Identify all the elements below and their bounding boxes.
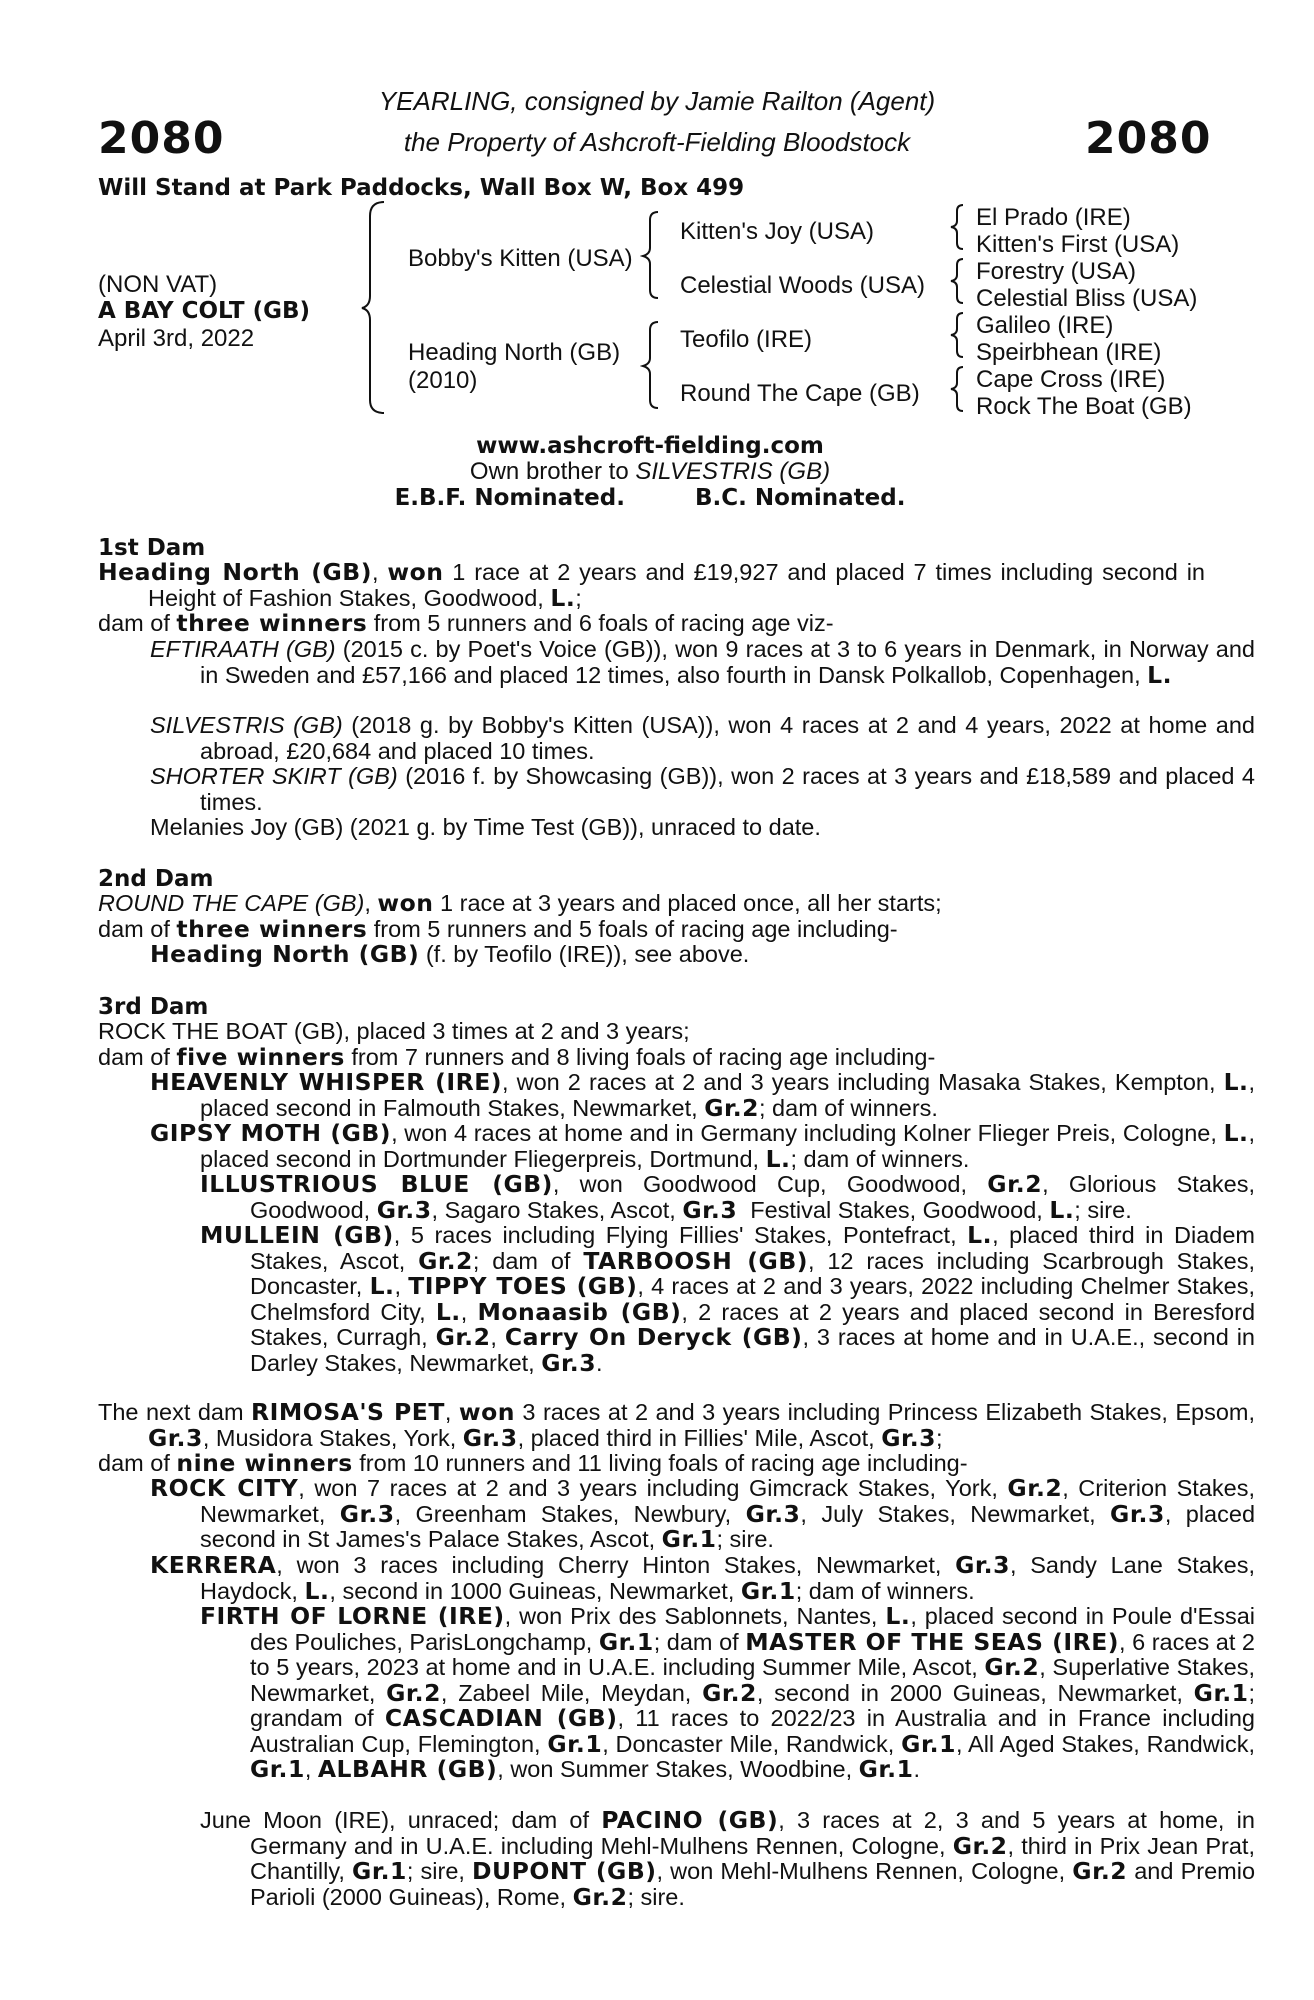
property-line: the Property of Ashcroft-Fielding Bloodstock <box>403 127 911 157</box>
ped-sss: El Prado (IRE) <box>976 204 1131 231</box>
next-dam-rimosas-pet: The next dam RIMOSA'S PET, won 3 races at 2 and 3 years including Princess Elizabeth Stakes, Epsom, Gr.3, Musidora Stakes, York, Gr.3, placed third in Fillies' Mile, Ascot, Gr.3; <box>98 1398 1256 1452</box>
website-link[interactable]: www.ashcroft-fielding.com <box>476 433 824 459</box>
ped-dds: Cape Cross (IRE) <box>976 366 1166 393</box>
ped-sdd: Celestial Bliss (USA) <box>976 285 1198 312</box>
lot-number-right: 2080 <box>1085 113 1212 164</box>
dam: Heading North (GB) <box>408 339 621 366</box>
consignor-line: YEARLING, consigned by Jamie Railton (Agent) <box>378 86 936 116</box>
date-of-birth: April 3rd, 2022 <box>98 325 255 352</box>
dam-dam: Round The Cape (GB) <box>680 380 920 407</box>
section-1st-dam: 1st Dam <box>98 535 206 561</box>
horse-name: A BAY COLT (GB) <box>98 298 311 324</box>
section-2nd-dam: 2nd Dam <box>98 866 214 892</box>
brace-gg1 <box>948 203 968 251</box>
lot-number-left: 2080 <box>98 113 225 164</box>
kerrera: KERRERA, won 3 races including Cherry Hinton Stakes, Newmarket, Gr.3, Sandy Lane Stakes, Haydock, L., second in 1000 Guineas, Newmarket, Gr.1; dam of winners. <box>150 1551 1255 1605</box>
pedigree-brace-dam <box>640 320 664 410</box>
june-moon: June Moon (IRE), unraced; dam of PACINO (GB), 3 races at 2, 3 and 5 years at home, in Germany and in U.A.E. including Mehl-Mulhens Rennen, Cologne, Gr.2, third in Prix Jean Prat, Chantilly, Gr.1; sire, DUPONT (GB), won Mehl-Mulhens Rennen, Cologne, Gr.2 and Premio Parioli (2000 Guineas), Rome, Gr.2; sire. <box>200 1806 1256 1911</box>
brace-gg2 <box>948 257 968 305</box>
pedigree-brace-sire <box>640 210 664 300</box>
dam3-summary: ROCK THE BOAT (GB), placed 3 times at 2 and 3 years; dam of five winners from 7 runners and 8 living foals of racing age including- <box>98 1018 936 1071</box>
pedigree-brace-main <box>360 200 400 415</box>
rock-city: ROCK CITY, won 7 races at 2 and 3 years including Gimcrack Stakes, York, Gr.2, Criterion Stakes, Newmarket, Gr.3, Greenham Stakes, Newbury, Gr.3, July Stakes, Newmarket, Gr.3, placed second in St James's Palace Stakes, Ascot, Gr.1; sire. <box>150 1474 1256 1553</box>
ped-sds: Forestry (USA) <box>976 258 1137 285</box>
dam1-produce-silvestris: SILVESTRIS (GB) (2018 g. by Bobby's Kitten (USA)), won 4 races at 2 and 4 years, 2022 at home and abroad, £20,684 and placed 10 times. <box>150 712 1255 764</box>
section-3rd-dam: 3rd Dam <box>98 994 209 1020</box>
sire-dam: Celestial Woods (USA) <box>680 272 925 299</box>
dam2-summary: ROUND THE CAPE (GB), won 1 race at 3 years and placed once, all her starts; dam of three winners from 5 runners and 5 foals of racing age including- Heading North (GB) (f. by Teofilo (IRE)), see above. <box>98 889 942 968</box>
dam3-gipsy-moth: GIPSY MOTH (GB), won 4 races at home and in Germany including Kolner Flieger Preis, Cologne, L., placed second in Dortmunder Fliegerpreis, Dortmund, L.; dam of winners. <box>150 1119 1255 1173</box>
sire-sire: Kitten's Joy (USA) <box>680 218 874 245</box>
firth-of-lorne: FIRTH OF LORNE (IRE), won Prix des Sablonnets, Nantes, L., placed second in Poule d'Essai des Pouliches, ParisLongchamp, Gr.1; dam of MASTER OF THE SEAS (IRE), 6 races at 2 to 5 years, 2023 at home and in U.A.E. including Summer Mile, Ascot, Gr.2, Superlative Stakes, Newmarket, Gr.2, Zabeel Mile, Meydan, Gr.2, second in 2000 Guineas, Newmarket, Gr.1; grandam of CASCADIAN (GB), 11 races to 2022/23 in Australia and in France including Australian Cup, Flemington, Gr.1, Doncaster Mile, Randwick, Gr.1, All Aged Stakes, Randwick, Gr.1, ALBAHR (GB), won Summer Stakes, Woodbine, Gr.1. <box>200 1602 1256 1783</box>
stand-location: Will Stand at Park Paddocks, Wall Box W, Box 499 <box>98 175 745 201</box>
dam1-produce-shorter-skirt: SHORTER SKIRT (GB) (2016 f. by Showcasing (GB)), won 2 races at 3 years and £18,589 and placed 4 times. <box>150 763 1255 815</box>
dam3-heavenly-whisper: HEAVENLY WHISPER (IRE), won 2 races at 2 and 3 years including Masaka Stakes, Kempton, L., placed second in Falmouth Stakes, Newmarket, Gr.2; dam of winners. <box>150 1068 1256 1122</box>
ped-ssd: Kitten's First (USA) <box>976 231 1180 258</box>
brace-gg3 <box>948 311 968 359</box>
ped-dss: Galileo (IRE) <box>976 312 1114 339</box>
dam3-mullein: MULLEIN (GB), 5 races including Flying Fillies' Stakes, Pontefract, L., placed third in Diadem Stakes, Ascot, Gr.2; dam of TARBOOSH (GB), 12 races including Scarbrough Stakes, Doncaster, L., TIPPY TOES (GB), 4 races at 2 and 3 years, 2022 including Chelmer Stakes, Chelmsford City, L., Monaasib (GB), 2 races at 2 years and placed second in Beresford Stakes, Curragh, Gr.2, Carry On Deryck (GB), 3 races at home and in U.A.E., second in Darley Stakes, Newmarket, Gr.3. <box>200 1221 1256 1377</box>
nominations-line: E.B.F. Nominated. B.C. Nominated. <box>394 485 906 511</box>
dam1-summary: Heading North (GB), won 1 race at 2 years and £19,927 and placed 7 times including second in Height of Fashion Stakes, Goodwood, L.; dam of three winners from 5 runners and 6 foals of racing age viz- <box>98 558 1206 637</box>
sire: Bobby's Kitten (USA) <box>408 245 633 272</box>
dam1-produce-eftiraath: EFTIRAATH (GB) (2015 c. by Poet's Voice (GB)), won 9 races at 3 to 6 years in Denmark, in Norway and in Sweden and £57,166 and placed 12 times, also fourth in Dansk Polkallob, Copenhagen, L. <box>150 636 1255 689</box>
own-brother-line: Own brother to SILVESTRIS (GB) <box>469 458 831 485</box>
dam1-produce-melanies-joy: Melanies Joy (GB) (2021 g. by Time Test (GB)), unraced to date. <box>150 814 821 840</box>
next-dam-summary: dam of nine winners from 10 runners and 11 living foals of racing age including- <box>98 1449 968 1477</box>
dam-year: (2010) <box>408 367 478 394</box>
dam3-illustrious-blue: ILLUSTRIOUS BLUE (GB), won Goodwood Cup, Goodwood, Gr.2, Glorious Stakes, Goodwood, Gr.3, Sagaro Stakes, Ascot, Gr.3 Festival Stakes, Goodwood, L.; sire. <box>200 1170 1255 1224</box>
ped-dsd: Speirbhean (IRE) <box>976 339 1162 366</box>
vat-status: (NON VAT) <box>98 271 218 298</box>
brace-gg4 <box>948 365 968 413</box>
ped-ddd: Rock The Boat (GB) <box>976 393 1192 420</box>
dam-sire: Teofilo (IRE) <box>680 326 813 353</box>
